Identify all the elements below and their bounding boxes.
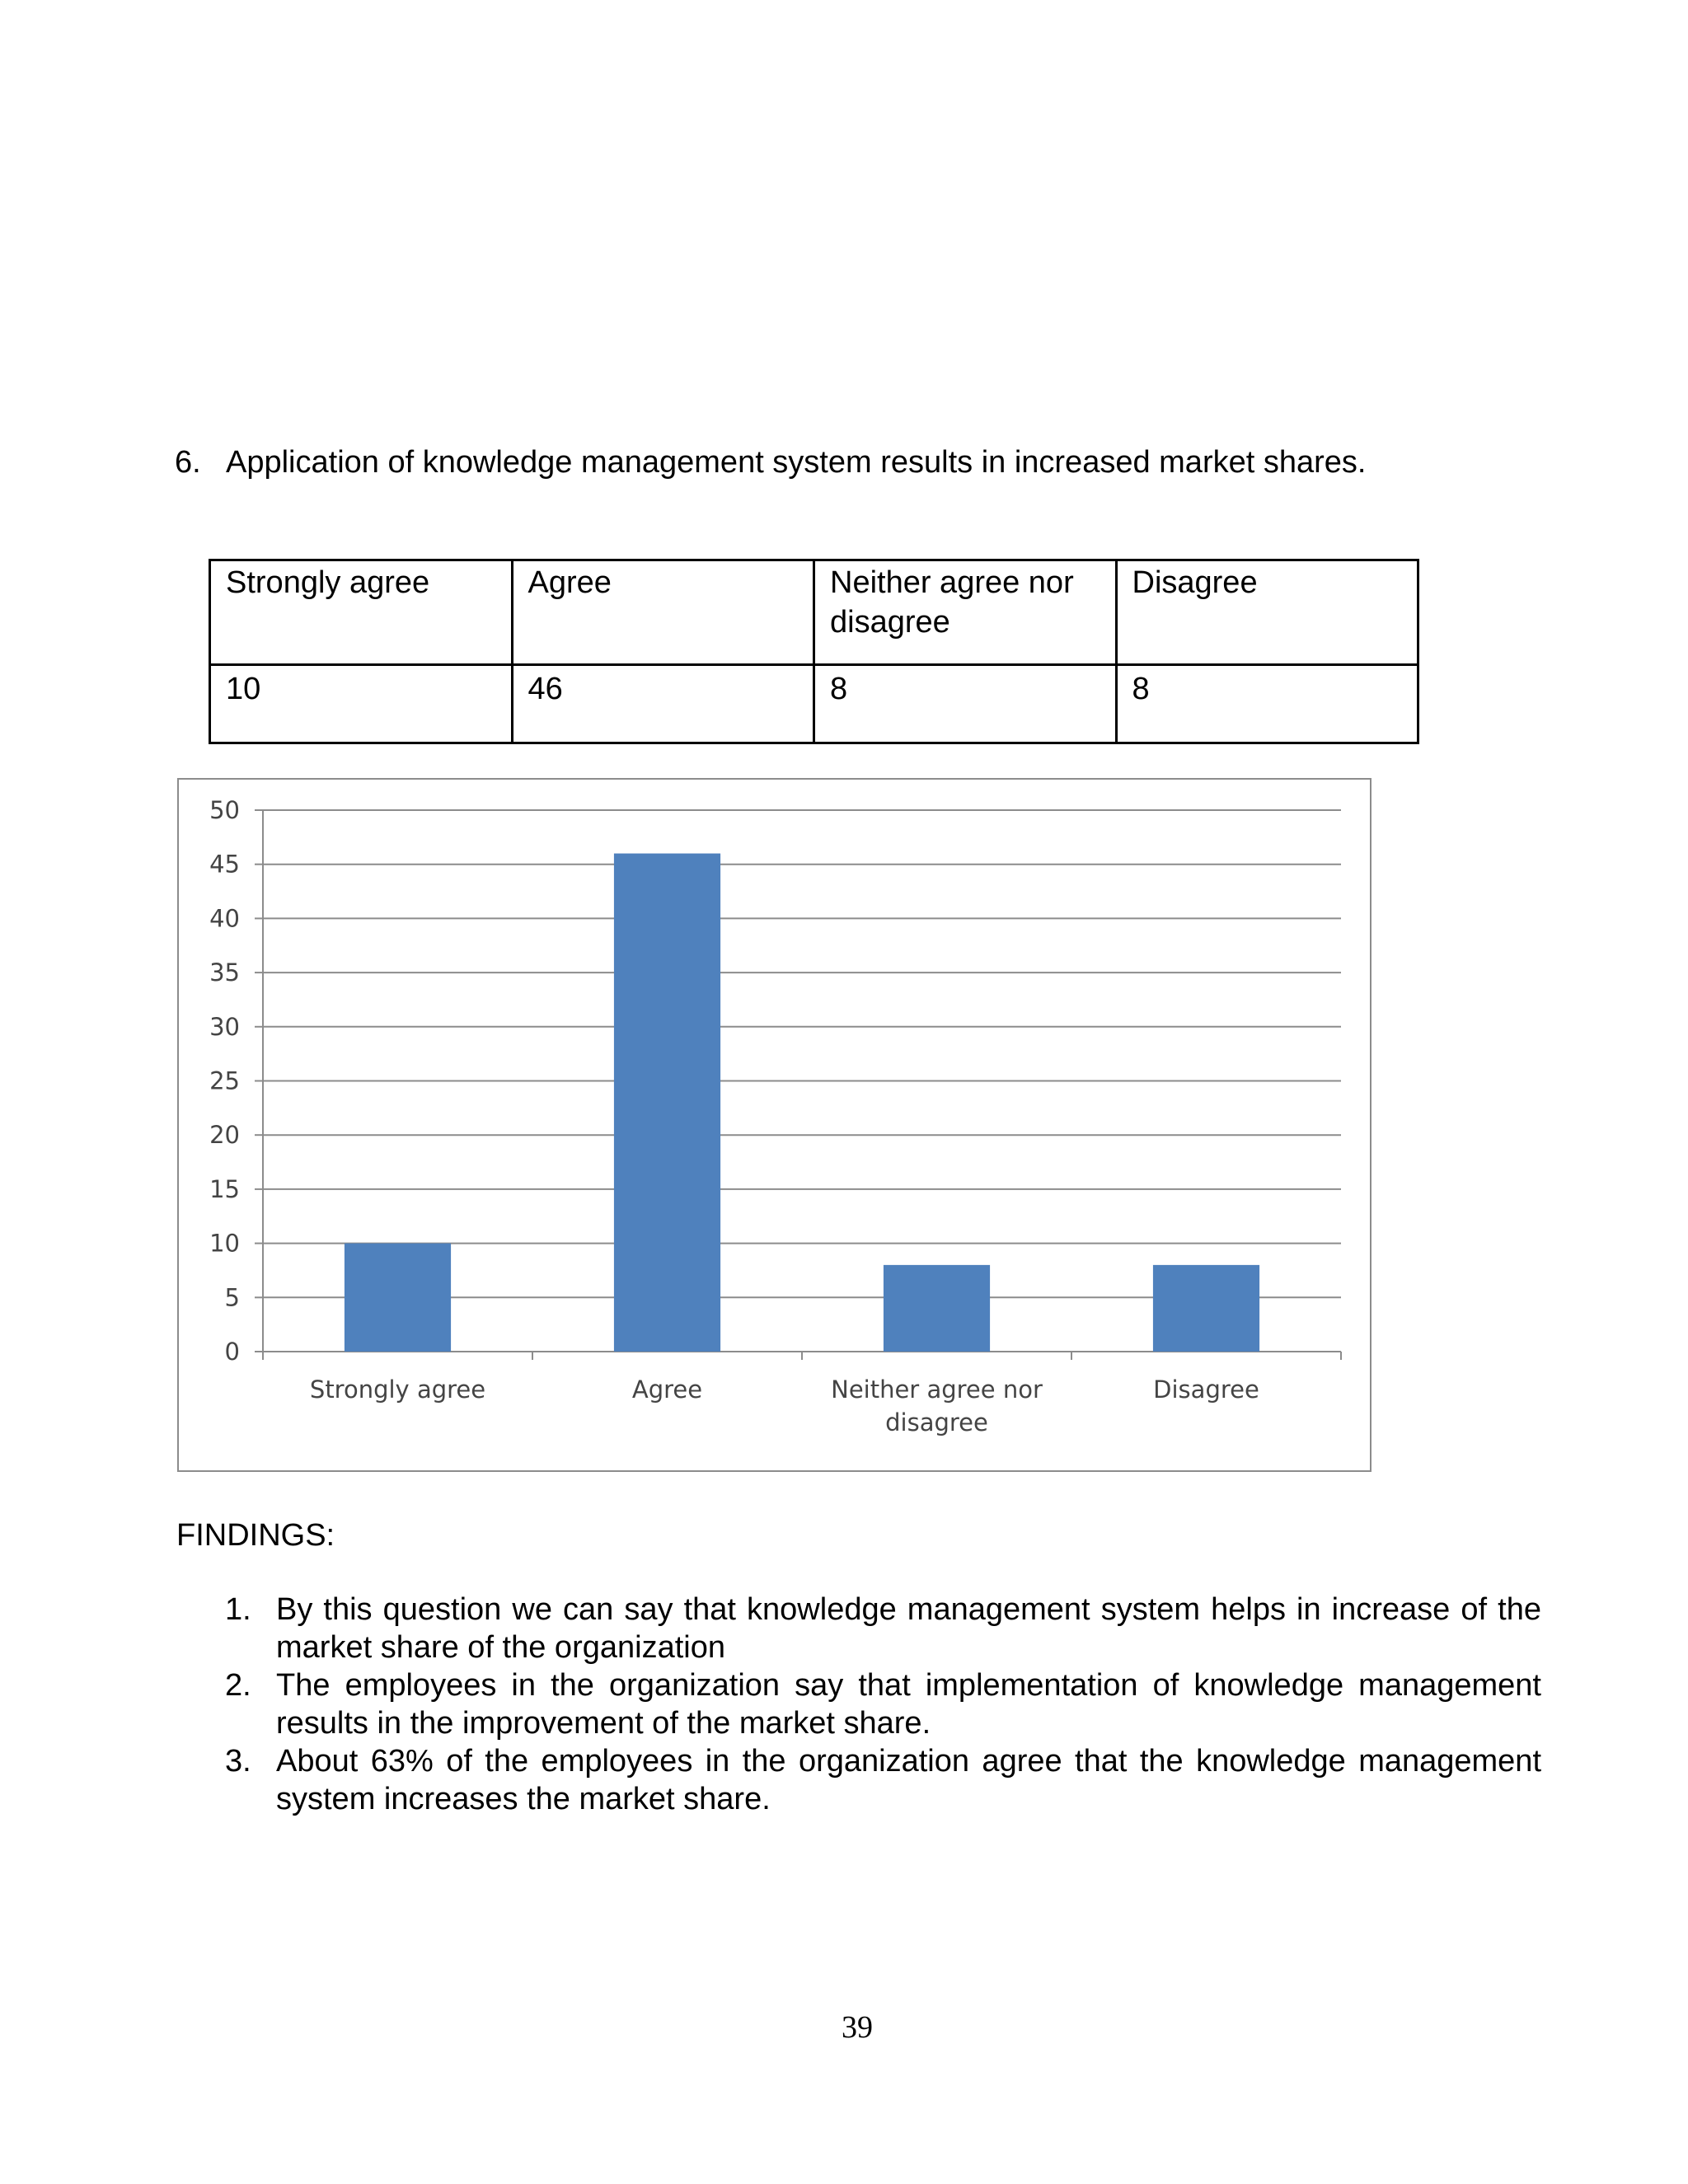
page-number: 39: [842, 2010, 873, 2045]
y-tick-label: 30: [209, 1012, 240, 1041]
table-value-cell: 8: [814, 665, 1117, 743]
table-header-cell: Agree: [512, 560, 814, 665]
bar: [345, 1244, 451, 1352]
table-header-cell: Neither agree nor disagree: [814, 560, 1117, 665]
y-tick-label: 0: [224, 1338, 240, 1366]
list-item: [225, 1666, 1541, 1742]
question-number: 6.: [175, 445, 201, 480]
list-item-text: By this question we can say that knowledge management system helps in increase of the market share of the organization: [276, 1592, 1541, 1665]
table-header-row: [210, 560, 1418, 665]
list-item-text: The employees in the organization say that implementation of knowledge management results in the improvement of the market share.: [276, 1668, 1541, 1741]
y-tick-label: 45: [209, 850, 240, 879]
list-item: [225, 1742, 1541, 1818]
table-value-cell: 46: [512, 665, 814, 743]
list-item-number: 1.: [225, 1592, 251, 1627]
x-category-label: Strongly agree: [309, 1376, 486, 1404]
list-item-text: About 63% of the employees in the organization agree that the knowledge management system increases the market share.: [276, 1744, 1541, 1816]
table-header-cell: Disagree: [1116, 560, 1418, 665]
bar: [614, 854, 720, 1352]
findings-title: FINDINGS:: [176, 1518, 335, 1553]
table-value-cell: 10: [210, 665, 513, 743]
table-value-cell: 8: [1116, 665, 1418, 743]
question-heading: [175, 440, 1576, 485]
response-table: [209, 559, 1419, 744]
bar-chart: [179, 780, 1373, 1474]
bar-chart-frame: [177, 778, 1372, 1472]
y-tick-label: 25: [209, 1066, 240, 1095]
x-category-label: Agree: [631, 1376, 703, 1404]
question-text: Application of knowledge management system results in increased market shares.: [226, 445, 1367, 480]
y-tick-label: 15: [209, 1174, 240, 1203]
x-category-label: Disagree: [1153, 1376, 1259, 1404]
findings-list: [225, 1591, 1541, 1818]
bar: [884, 1265, 990, 1352]
y-tick-label: 40: [209, 904, 240, 933]
y-tick-label: 5: [224, 1283, 240, 1312]
y-tick-label: 50: [209, 796, 240, 824]
list-item-number: 3.: [225, 1744, 251, 1779]
bar: [1153, 1265, 1259, 1352]
list-item-number: 2.: [225, 1668, 251, 1703]
y-tick-label: 35: [209, 958, 240, 987]
table-header-cell: Strongly agree: [210, 560, 513, 665]
y-tick-label: 20: [209, 1121, 240, 1150]
table-row: [210, 665, 1418, 743]
y-tick-label: 10: [209, 1229, 240, 1258]
list-item: [225, 1591, 1541, 1666]
x-category-label: Neither agree nor disagree: [831, 1376, 1043, 1436]
